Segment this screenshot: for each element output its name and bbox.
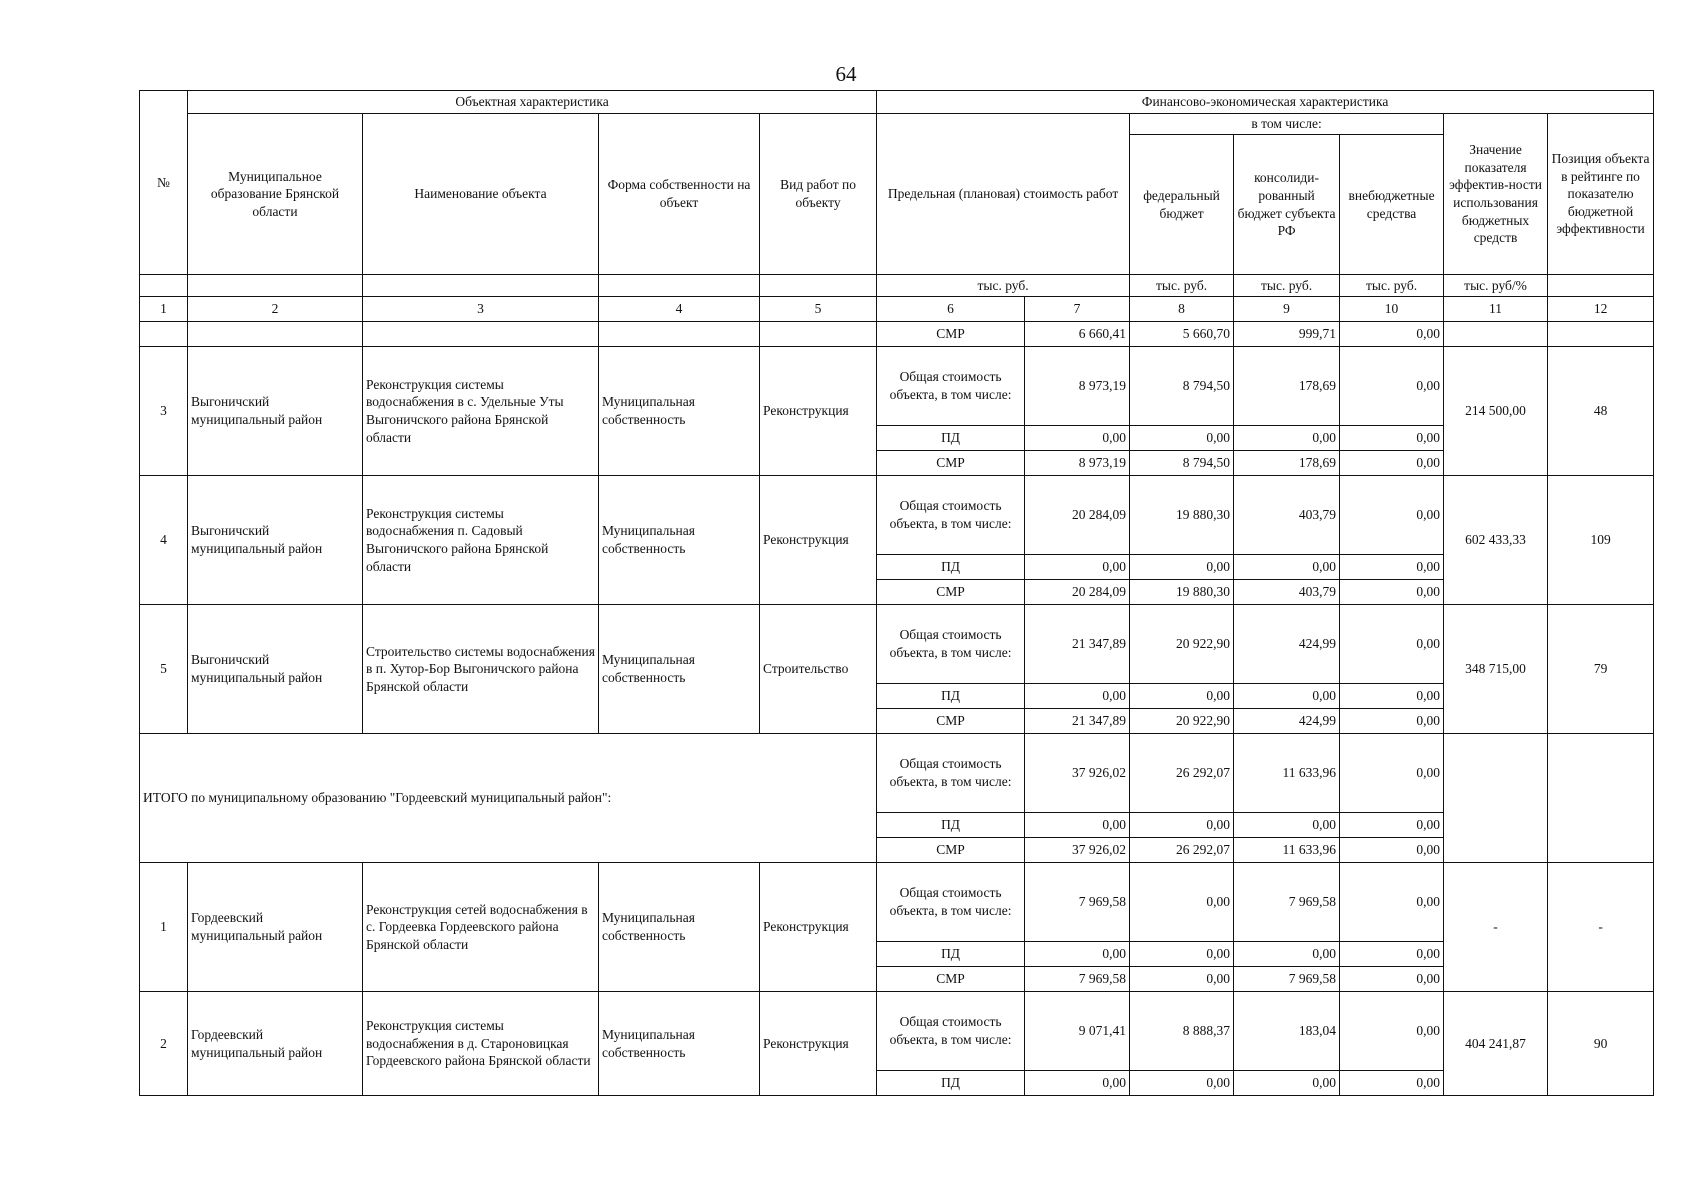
municipality-cell: Выгоничский муниципальный район	[188, 605, 363, 734]
budget-table	[139, 90, 1654, 1096]
total-cost-label: Общая стоимость объекта, в том числе:	[877, 734, 1025, 813]
extra-value: 0,00	[1340, 709, 1444, 734]
efficiency-cell: 348 715,00	[1444, 605, 1548, 734]
cost-value: 0,00	[1025, 1071, 1130, 1096]
worktype-cell: Реконструкция	[760, 863, 877, 992]
consolidated-value: 0,00	[1234, 426, 1340, 451]
federal-value: 0,00	[1130, 942, 1234, 967]
carry-over-row	[140, 322, 1654, 347]
consolidated-value: 999,71	[1234, 322, 1340, 347]
column-number: 10	[1340, 297, 1444, 322]
column-number: 2	[188, 297, 363, 322]
pd-label: ПД	[877, 813, 1025, 838]
federal-value: 0,00	[1130, 967, 1234, 992]
cost-value: 20 284,09	[1025, 476, 1130, 555]
ownership-cell: Муниципальная собственность	[599, 863, 760, 992]
federal-value: 19 880,30	[1130, 476, 1234, 555]
federal-value: 5 660,70	[1130, 322, 1234, 347]
unit-extrabudget: тыс. руб.	[1340, 275, 1444, 297]
smr-label: СМР	[877, 967, 1025, 992]
position-cell: -	[1548, 863, 1654, 992]
federal-value: 26 292,07	[1130, 734, 1234, 813]
object-name-cell: Реконструкция системы водоснабжения п. Садовый Выгоничского района Брянской области	[363, 476, 599, 605]
column-number: 11	[1444, 297, 1548, 322]
total-cost-label: Общая стоимость объекта, в том числе:	[877, 863, 1025, 942]
pd-label: ПД	[877, 942, 1025, 967]
federal-value: 0,00	[1130, 813, 1234, 838]
pd-label: ПД	[877, 1071, 1025, 1096]
federal-value: 8 888,37	[1130, 992, 1234, 1071]
extra-value: 0,00	[1340, 426, 1444, 451]
federal-value: 8 794,50	[1130, 347, 1234, 426]
header-cost: Предельная (плановая) стоимость работ	[877, 114, 1130, 275]
extra-value: 0,00	[1340, 863, 1444, 942]
column-number: 5	[760, 297, 877, 322]
row-number: 5	[140, 605, 188, 734]
column-number: 1	[140, 297, 188, 322]
total-cost-label: Общая стоимость объекта, в том числе:	[877, 605, 1025, 684]
federal-value: 0,00	[1130, 863, 1234, 942]
extra-value: 0,00	[1340, 605, 1444, 684]
position-cell: 48	[1548, 347, 1654, 476]
smr-label: СМР	[877, 580, 1025, 605]
federal-value: 19 880,30	[1130, 580, 1234, 605]
header-including: в том числе:	[1130, 114, 1444, 135]
consolidated-value: 11 633,96	[1234, 734, 1340, 813]
unit-federal: тыс. руб.	[1130, 275, 1234, 297]
row-number: 3	[140, 347, 188, 476]
column-number: 6	[877, 297, 1025, 322]
column-numbers-row	[140, 297, 1654, 322]
federal-value: 0,00	[1130, 1071, 1234, 1096]
row-number: 4	[140, 476, 188, 605]
total-cost-label: Общая стоимость объекта, в том числе:	[877, 476, 1025, 555]
extra-value: 0,00	[1340, 734, 1444, 813]
header-extrabudget: внебюджетные средства	[1340, 135, 1444, 275]
federal-value: 8 794,50	[1130, 451, 1234, 476]
object-name-cell: Строительство системы водоснабжения в п. Хутор-Бор Выгоничского района Брянской области	[363, 605, 599, 734]
header-ownership: Форма собственности на объект	[599, 114, 760, 275]
total-row	[140, 734, 1654, 813]
worktype-cell: Реконструкция	[760, 992, 877, 1096]
cost-value: 37 926,02	[1025, 838, 1130, 863]
position-cell: 79	[1548, 605, 1654, 734]
consolidated-value: 0,00	[1234, 684, 1340, 709]
municipality-cell: Гордеевский муниципальный район	[188, 992, 363, 1096]
federal-value: 0,00	[1130, 684, 1234, 709]
header-municipality: Муниципальное образование Брянской области	[188, 114, 363, 275]
consolidated-value: 0,00	[1234, 813, 1340, 838]
smr-label: СМР	[877, 709, 1025, 734]
header-no: №	[140, 91, 188, 275]
consolidated-value: 0,00	[1234, 1071, 1340, 1096]
total-label: ИТОГО по муниципальному образованию "Гордеевский муниципальный район":	[140, 734, 877, 863]
unit-cost: тыс. руб.	[877, 275, 1130, 297]
efficiency-cell: 602 433,33	[1444, 476, 1548, 605]
worktype-cell: Реконструкция	[760, 476, 877, 605]
header-consolidated: консолиди-рованный бюджет субъекта РФ	[1234, 135, 1340, 275]
consolidated-value: 424,99	[1234, 605, 1340, 684]
table-row	[140, 992, 1654, 1071]
efficiency-cell: 214 500,00	[1444, 347, 1548, 476]
worktype-cell: Строительство	[760, 605, 877, 734]
extra-value: 0,00	[1340, 451, 1444, 476]
cost-value: 8 973,19	[1025, 347, 1130, 426]
object-name-cell: Реконструкция сетей водоснабжения в с. Гордеевка Гордеевского района Брянской области	[363, 863, 599, 992]
extra-value: 0,00	[1340, 580, 1444, 605]
extra-value: 0,00	[1340, 838, 1444, 863]
pd-label: ПД	[877, 684, 1025, 709]
worktype-cell: Реконструкция	[760, 347, 877, 476]
row-number: 1	[140, 863, 188, 992]
table-row	[140, 605, 1654, 684]
extra-value: 0,00	[1340, 555, 1444, 580]
efficiency-cell: 404 241,87	[1444, 992, 1548, 1096]
consolidated-value: 178,69	[1234, 347, 1340, 426]
smr-label: СМР	[877, 451, 1025, 476]
table-row	[140, 863, 1654, 942]
cost-value: 0,00	[1025, 684, 1130, 709]
consolidated-value: 0,00	[1234, 555, 1340, 580]
federal-value: 20 922,90	[1130, 709, 1234, 734]
extra-value: 0,00	[1340, 1071, 1444, 1096]
header-worktype: Вид работ по объекту	[760, 114, 877, 275]
total-cost-label: Общая стоимость объекта, в том числе:	[877, 992, 1025, 1071]
total-cost-label: Общая стоимость объекта, в том числе:	[877, 347, 1025, 426]
consolidated-value: 11 633,96	[1234, 838, 1340, 863]
position-cell: 90	[1548, 992, 1654, 1096]
cost-value: 21 347,89	[1025, 709, 1130, 734]
consolidated-value: 183,04	[1234, 992, 1340, 1071]
extra-value: 0,00	[1340, 992, 1444, 1071]
page-number: 64	[835, 62, 857, 86]
header-name: Наименование объекта	[363, 114, 599, 275]
consolidated-value: 7 969,58	[1234, 967, 1340, 992]
extra-value: 0,00	[1340, 322, 1444, 347]
position-cell: 109	[1548, 476, 1654, 605]
federal-value: 0,00	[1130, 555, 1234, 580]
column-number: 7	[1025, 297, 1130, 322]
ownership-cell: Муниципальная собственность	[599, 605, 760, 734]
cost-value: 0,00	[1025, 426, 1130, 451]
pd-label: ПД	[877, 426, 1025, 451]
municipality-cell: Гордеевский муниципальный район	[188, 863, 363, 992]
extra-value: 0,00	[1340, 813, 1444, 838]
federal-value: 0,00	[1130, 426, 1234, 451]
smr-label: СМР	[877, 322, 1025, 347]
row-number: 2	[140, 992, 188, 1096]
header-efficiency: Значение показателя эффектив-ности использования бюджетных средств	[1444, 114, 1548, 275]
cost-value: 8 973,19	[1025, 451, 1130, 476]
pd-label: ПД	[877, 555, 1025, 580]
cost-value: 7 969,58	[1025, 967, 1130, 992]
consolidated-value: 424,99	[1234, 709, 1340, 734]
table-row	[140, 476, 1654, 555]
unit-consolidated: тыс. руб.	[1234, 275, 1340, 297]
header-object-group: Объектная характеристика	[188, 91, 877, 114]
ownership-cell: Муниципальная собственность	[599, 476, 760, 605]
cost-value: 0,00	[1025, 942, 1130, 967]
cost-value: 21 347,89	[1025, 605, 1130, 684]
column-number: 3	[363, 297, 599, 322]
extra-value: 0,00	[1340, 476, 1444, 555]
extra-value: 0,00	[1340, 684, 1444, 709]
consolidated-value: 0,00	[1234, 942, 1340, 967]
municipality-cell: Выгоничский муниципальный район	[188, 347, 363, 476]
column-number: 8	[1130, 297, 1234, 322]
column-number: 12	[1548, 297, 1654, 322]
consolidated-value: 403,79	[1234, 580, 1340, 605]
consolidated-value: 403,79	[1234, 476, 1340, 555]
federal-value: 26 292,07	[1130, 838, 1234, 863]
extra-value: 0,00	[1340, 942, 1444, 967]
column-number: 4	[599, 297, 760, 322]
municipality-cell: Выгоничский муниципальный район	[188, 476, 363, 605]
object-name-cell: Реконструкция системы водоснабжения в д. Староновицкая Гордеевского района Брянской области	[363, 992, 599, 1096]
cost-value: 6 660,41	[1025, 322, 1130, 347]
consolidated-value: 7 969,58	[1234, 863, 1340, 942]
consolidated-value: 178,69	[1234, 451, 1340, 476]
header-federal: федеральный бюджет	[1130, 135, 1234, 275]
cost-value: 9 071,41	[1025, 992, 1130, 1071]
cost-value: 7 969,58	[1025, 863, 1130, 942]
ownership-cell: Муниципальная собственность	[599, 347, 760, 476]
cost-value: 0,00	[1025, 555, 1130, 580]
cost-value: 0,00	[1025, 813, 1130, 838]
cost-value: 20 284,09	[1025, 580, 1130, 605]
header-finance-group: Финансово-экономическая характеристика	[877, 91, 1654, 114]
column-number: 9	[1234, 297, 1340, 322]
object-name-cell: Реконструкция системы водоснабжения в с. Удельные Уты Выгоничского района Брянской области	[363, 347, 599, 476]
federal-value: 20 922,90	[1130, 605, 1234, 684]
table-row	[140, 347, 1654, 426]
efficiency-cell: -	[1444, 863, 1548, 992]
header-position: Позиция объекта в рейтинге по показателю бюджетной эффективности	[1548, 114, 1654, 275]
ownership-cell: Муниципальная собственность	[599, 992, 760, 1096]
smr-label: СМР	[877, 838, 1025, 863]
extra-value: 0,00	[1340, 967, 1444, 992]
extra-value: 0,00	[1340, 347, 1444, 426]
cost-value: 37 926,02	[1025, 734, 1130, 813]
unit-efficiency: тыс. руб/%	[1444, 275, 1548, 297]
